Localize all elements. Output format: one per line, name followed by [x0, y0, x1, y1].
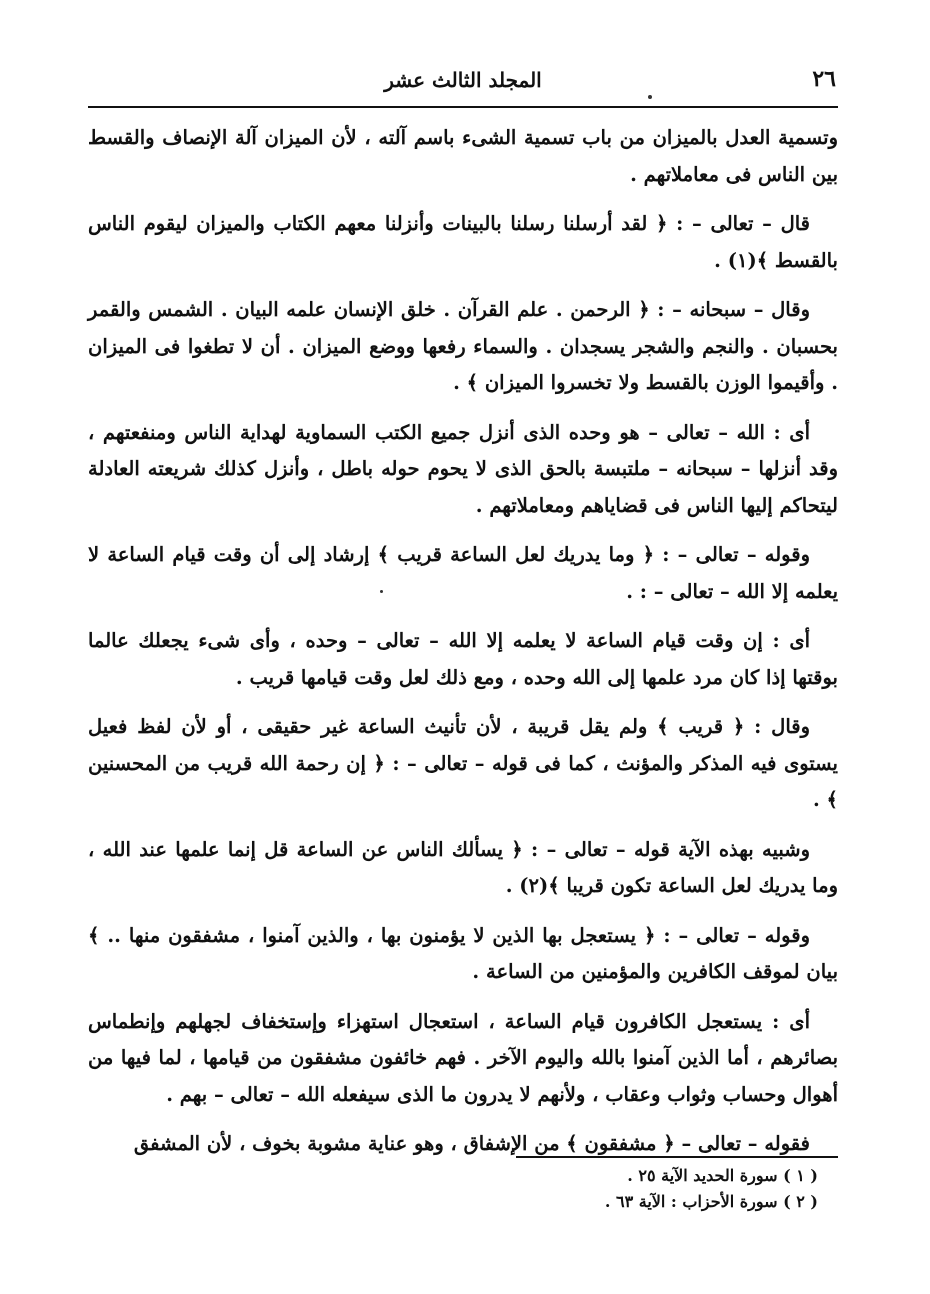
- paragraph: وشبيه بهذه الآية قوله – تعالى – : ﴿ يسألك الناس عن الساعة قل إنما علمها عند الله ، وما يدريك لعل الساعة تكون قريبا ﴾(٢) .: [88, 837, 838, 897]
- paragraph: أى : إن وقت قيام الساعة لا يعلمه إلا الله – تعالى – وحده ، وأى شىء يجعلك عالما بوقتها إذا كان مرد علمها إلى الله وحده ، ومع ذلك لعل وقت قيامها قريب .: [88, 629, 838, 689]
- footnote-separator: [516, 1156, 838, 1158]
- paragraph: وتسمية العدل بالميزان من باب تسمية الشىء باسم آلته ، لأن الميزان آلة الإنصاف والقسط بين الناس فى معاملاتهم .: [88, 126, 838, 186]
- paragraph: وقوله – تعالى – : ﴿ يستعجل بها الذين لا يؤمنون بها ، والذين آمنوا ، مشفقون منها .. ﴾ بيان لموقف الكافرين والمؤمنين من الساعة .: [88, 923, 838, 983]
- page-header: [88, 58, 838, 106]
- header-rule: [88, 106, 838, 108]
- paragraph: وقال : ﴿ قريب ﴾ ولم يقل قريبة ، لأن تأنيث الساعة غير حقيقى ، أو لأن لفظ فعيل يستوى فيه المذكر والمؤنث ، كما فى قوله – تعالى – : ﴿ إن رحمة الله قريب من المحسنين ﴾ .: [88, 715, 838, 811]
- footnote: ( ٢ ) سورة الأحزاب : الآية ٦٣ .: [604, 1192, 818, 1211]
- paragraph: أى : يستعجل الكافرون قيام الساعة ، استعجال استهزاء وإستخفاف لجهلهم وإنطماس بصائرهم ، أما الذين آمنوا بالله واليوم الآخر . فهم خائفون مشفقون من قيامها ، لما فيها من أهوال وحساب وثواب وعقاب ، ولأنهم لا يدرون ما الذى سيفعله الله – تعالى – بهم .: [88, 1009, 838, 1106]
- volume-title: المجلد الثالث عشر: [384, 68, 542, 92]
- speck: [648, 95, 652, 99]
- page-body: [88, 120, 838, 1176]
- paragraph: أى : الله – تعالى – هو وحده الذى أنزل جميع الكتب السماوية لهداية الناس ومنفعتهم ، وقد أنزلها – سبحانه – ملتبسة بالحق الذى لا يحوم حوله باطل ، وأنزل كذلك شريعته العادلة ليتحاكم إليها الناس فى قضاياهم ومعاملاتهم .: [88, 420, 838, 517]
- paragraph: فقوله – تعالى – ﴿ مشفقون ﴾ من الإشفاق ، وهو عناية مشوبة بخوف ، لأن المشفق: [133, 1132, 810, 1155]
- book-page: [88, 58, 838, 1211]
- footnote: ( ١ ) سورة الحديد الآية ٢٥ .: [627, 1166, 818, 1185]
- speck: [380, 590, 383, 593]
- paragraph: وقوله – تعالى – : ﴿ وما يدريك لعل الساعة قريب ﴾ إرشاد إلى أن وقت قيام الساعة لا يعلمه إلا الله – تعالى – : .: [88, 543, 838, 603]
- paragraph: قال – تعالى – : ﴿ لقد أرسلنا رسلنا بالبينات وأنزلنا معهم الكتاب والميزان ليقوم الناس بالقسط ﴾(١) .: [88, 212, 838, 272]
- page-number: ٢٦: [812, 66, 836, 92]
- paragraph: وقال – سبحانه – : ﴿ الرحمن . علم القرآن . خلق الإنسان علمه البيان . الشمس والقمر بحسبان . والنجم والشجر يسجدان . والسماء رفعها ووضع الميزان . أن لا تطغوا فى الميزان . وأقيموا الوزن بالقسط ولا تخسروا الميزان ﴾ .: [88, 298, 838, 394]
